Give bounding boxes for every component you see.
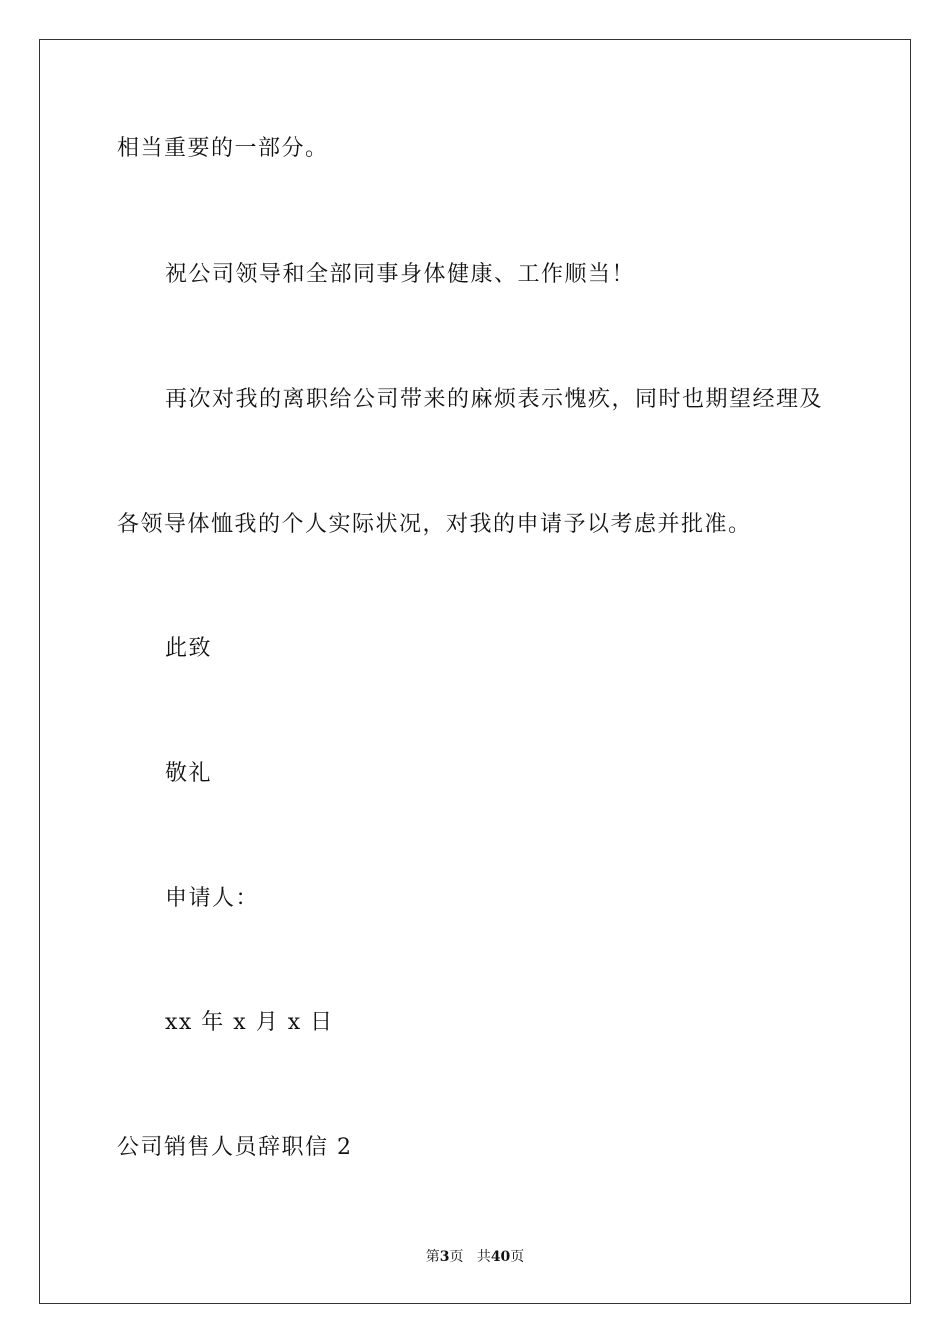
section-heading: 公司销售人员辞职信 2 (117, 1135, 353, 1160)
current-page-number: 3 (439, 1249, 450, 1265)
closing-line: 此致 (165, 636, 213, 661)
footer-total-prefix: 共 (476, 1249, 491, 1265)
closing-salutation: 敬礼 (165, 761, 213, 786)
paragraph-line: 相当重要的一部分。 (117, 136, 329, 161)
applicant-label: 申请人： (165, 886, 260, 911)
footer-page-suffix: 页 (449, 1249, 464, 1265)
page-border (39, 39, 911, 1304)
total-pages-number: 40 (490, 1249, 511, 1265)
greeting-line: 祝公司领导和全部同事身体健康、工作顺当！ (165, 262, 636, 287)
footer-total-suffix: 页 (510, 1249, 525, 1265)
paragraph-line: 各领导体恤我的个人实际状况，对我的申请予以考虑并批准。 (117, 512, 752, 537)
date-line: xx 年 x 月 x 日 (165, 1010, 334, 1035)
footer-prefix: 第 (425, 1249, 440, 1265)
paragraph-line: 再次对我的离职给公司带来的麻烦表示愧疚，同时也期望经理及 (165, 387, 824, 412)
page-footer (0, 1247, 950, 1267)
